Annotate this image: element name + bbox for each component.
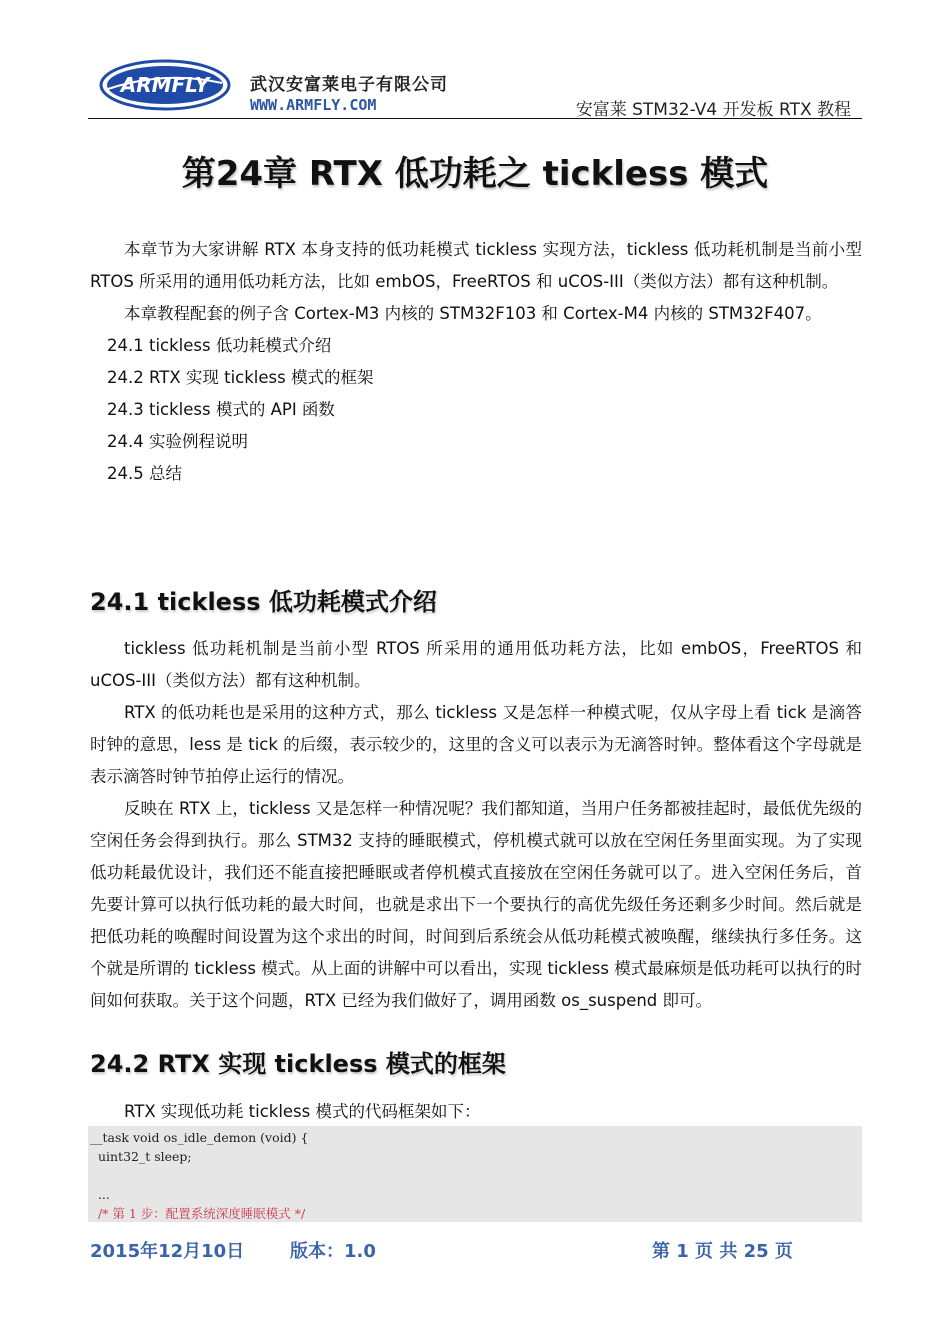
section-heading-24-1: 24.1 tickless 低功耗模式介绍 — [90, 588, 437, 616]
toc-item: 24.2 RTX 实现 tickless 模式的框架 — [107, 368, 374, 387]
section1-paragraph-3: 反映在 RTX 上，tickless 又是怎样一种情况呢？我们都知道，当用户任务都被挂起时，最低优先级的空闲任务会得到执行。那么 STM32 支持的睡眠模式，停机模式就可以放在空闲任务里面实现。为了实现低功耗最优设计，我们还不能直接把睡眠或者停机模式直接放在空闲任务就可以了。进入空闲任务后，首先要计算可以执行低功耗的最大时间，也就是求出下一个要执行的高优先级任务还剩多少时间。然后就是把低功耗的唤醒时间设置为这个求出的时间，时间到后系统会从低功耗模式被唤醒，继续执行多任务。这个就是所谓的 tickless 模式。从上面的讲解中可以看出，实现 tickless 模式最麻烦是低功耗可以执行的时间如何获取。关于这个问题，RTX 已经为我们做好了，调用函数 os_suspend 即可。 — [90, 799, 862, 1010]
footer-date: 2015年12月10日 — [90, 1241, 245, 1262]
header-divider — [88, 118, 862, 119]
section2-paragraph-1: RTX 实现低功耗 tickless 模式的代码框架如下： — [124, 1102, 481, 1121]
footer-version: 版本：1.0 — [290, 1241, 376, 1262]
logo-text: ARMFLY — [120, 73, 210, 97]
code-line: ... — [90, 1187, 110, 1202]
footer-page-number: 第 1 页 共 25 页 — [652, 1241, 793, 1262]
section1-paragraph-1: tickless 低功耗机制是当前小型 RTOS 所采用的通用低功耗方法，比如 embOS，FreeRTOS 和 uCOS-III（类似方法）都有这种机制。 — [90, 639, 862, 690]
toc-item: 24.4 实验例程说明 — [107, 432, 248, 451]
intro-paragraph-2: 本章教程配套的例子含 Cortex-M3 内核的 STM32F103 和 Cortex-M4 内核的 STM32F407。 — [124, 304, 822, 323]
armfly-logo — [98, 58, 232, 112]
document-title: 安富莱 STM32-V4 开发板 RTX 教程 — [575, 100, 851, 120]
chapter-title: 第24章 RTX 低功耗之 tickless 模式 — [181, 154, 769, 194]
code-line: uint32_t sleep; — [90, 1149, 192, 1164]
company-name: 武汉安富莱电子有限公司 — [250, 75, 448, 95]
toc-item: 24.5 总结 — [107, 464, 182, 483]
code-block — [88, 1126, 862, 1222]
chapter-toc — [107, 330, 373, 490]
company-url: WWW.ARMFLY.COM — [250, 96, 377, 114]
toc-item: 24.1 tickless 低功耗模式介绍 — [107, 336, 332, 355]
intro-paragraph-1: 本章节为大家讲解 RTX 本身支持的低功耗模式 tickless 实现方法，tickless 低功耗机制是当前小型 RTOS 所采用的通用低功耗方法，比如 embOS，FreeRTOS 和 uCOS-III（类似方法）都有这种机制。 — [90, 240, 862, 291]
code-comment: /* 第 1 步：配置系统深度睡眠模式 */ — [90, 1206, 306, 1221]
code-line: __task void os_idle_demon (void) { — [90, 1130, 309, 1145]
section1-paragraph-2: RTX 的低功耗也是采用的这种方式，那么 tickless 又是怎样一种模式呢，仅从字母上看 tick 是滴答时钟的意思，less 是 tick 的后缀，表示较少的，这里的含义可以表示为无滴答时钟。整体看这个字母就是表示滴答时钟节拍停止运行的情况。 — [90, 703, 862, 786]
toc-item: 24.3 tickless 模式的 API 函数 — [107, 400, 335, 419]
section-heading-24-2: 24.2 RTX 实现 tickless 模式的框架 — [90, 1050, 506, 1078]
